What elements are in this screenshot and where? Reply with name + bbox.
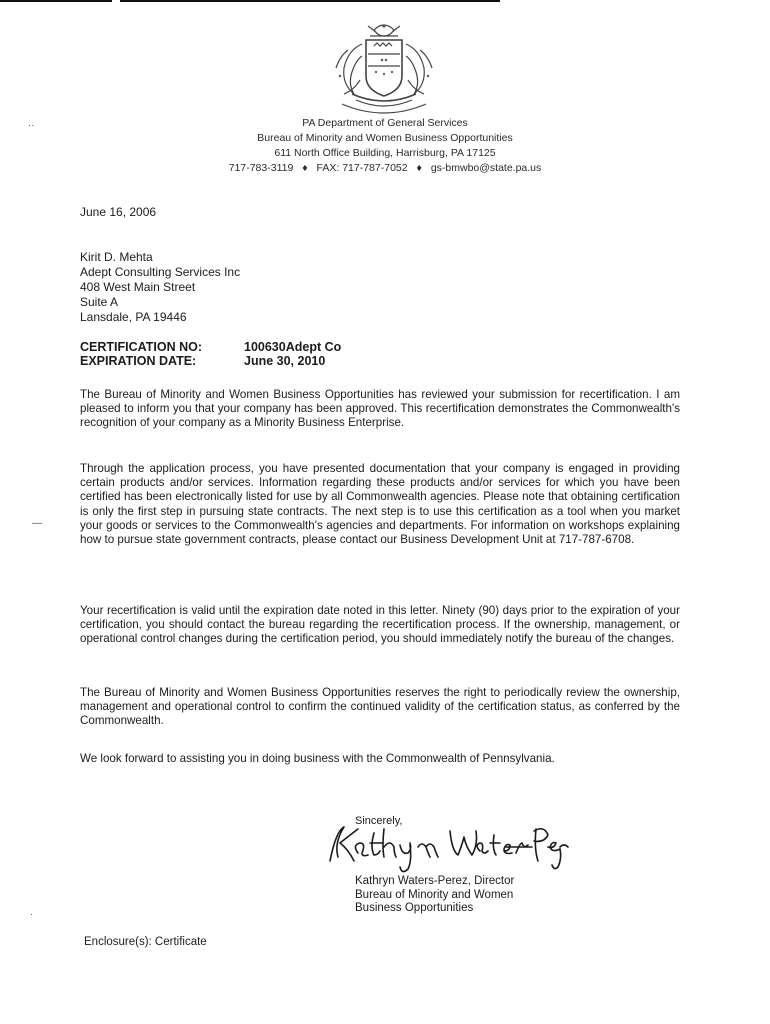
top-border-line bbox=[120, 0, 500, 2]
body-paragraph: Through the application process, you have presented documentation that your company is engaged in providing certain products and/or services. Information regarding these products and/or services for which you have been certified has been electronically listed for use by all Commonwealth agencies. Please note that obtaining certification is only the first step in pursuing state contracts. The next step is to use this certification as a tool when you market your goods or services to the Commonwealth's agencies and departments. For information on workshops explaining how to pursue state government contracts, please contact our Business Development Unit at 717-787-6708. bbox=[80, 462, 680, 547]
office-address: 611 North Office Building, Harrisburg, PA 17125 bbox=[274, 147, 496, 159]
body-paragraph: The Bureau of Minority and Women Business Opportunities reserves the right to periodically review the ownership, management and operational control to confirm the continued validity of the certification status, as conferred by the Commonwealth. bbox=[80, 686, 680, 728]
enclosure-note: Enclosure(s): Certificate bbox=[84, 936, 207, 948]
margin-mark: — bbox=[32, 518, 42, 529]
letter-date: June 16, 2006 bbox=[80, 205, 157, 219]
fax-number: FAX: 717-787-7052 bbox=[316, 162, 408, 174]
contact-line bbox=[150, 161, 620, 176]
phone-number: 717-783-3119 bbox=[228, 162, 294, 174]
recipient-city: Lansdale, PA 19446 bbox=[80, 310, 187, 324]
certification-number-label: CERTIFICATION NO: bbox=[80, 340, 202, 354]
body-paragraph: We look forward to assisting you in doing business with the Commonwealth of Pennsylvania. bbox=[80, 752, 555, 765]
margin-mark: ⋅ bbox=[30, 910, 34, 921]
body-paragraph: The Bureau of Minority and Women Business Opportunities has reviewed your submission for recertification. I am pleased to inform you that your company has been approved. This recertification demonstrates the Commonwealth's recognition of your company as a Minority Business Enterprise. bbox=[80, 388, 680, 430]
handwritten-signature bbox=[322, 817, 572, 873]
diamond-bullet-icon: ♦ bbox=[416, 162, 422, 174]
pennsylvania-coat-of-arms-seal bbox=[316, 20, 452, 116]
diamond-bullet-icon: ♦ bbox=[302, 162, 308, 174]
recipient-name: Kirit D. Mehta bbox=[80, 250, 153, 264]
recipient-company: Adept Consulting Services Inc bbox=[80, 265, 241, 279]
department-name: PA Department of General Services bbox=[302, 117, 468, 129]
certification-number-value: 100630Adept Co bbox=[244, 340, 342, 354]
signer-organization: Business Opportunities bbox=[355, 902, 474, 914]
closing-salutation: Sincerely, bbox=[355, 815, 403, 827]
signer-organization: Bureau of Minority and Women bbox=[355, 888, 514, 901]
body-paragraph: Your recertification is valid until the expiration date noted in this letter. Ninety (90) days prior to the expiration of your certification, you should contact the bureau regarding the recertification process. If the ownership, management, or operational control changes during the certification period, you should immediately notify the bureau of the changes. bbox=[80, 604, 680, 646]
signer-name: Kathryn Waters-Perez, Director bbox=[355, 875, 515, 887]
top-border-line bbox=[0, 0, 112, 2]
bureau-name: Bureau of Minority and Women Business Opportunities bbox=[257, 132, 513, 144]
recipient-address bbox=[80, 250, 240, 325]
email-address: gs-bmwbo@state.pa.us bbox=[430, 162, 542, 174]
expiration-date-label: EXPIRATION DATE: bbox=[80, 354, 197, 368]
expiration-date-value: June 30, 2010 bbox=[244, 354, 326, 368]
recipient-street: 408 West Main Street bbox=[80, 280, 196, 294]
signer-block bbox=[355, 875, 514, 916]
margin-mark: ⋅⋅ bbox=[28, 121, 35, 132]
recipient-suite: Suite A bbox=[80, 295, 119, 309]
letterhead bbox=[150, 116, 620, 176]
certification-block bbox=[80, 340, 341, 368]
